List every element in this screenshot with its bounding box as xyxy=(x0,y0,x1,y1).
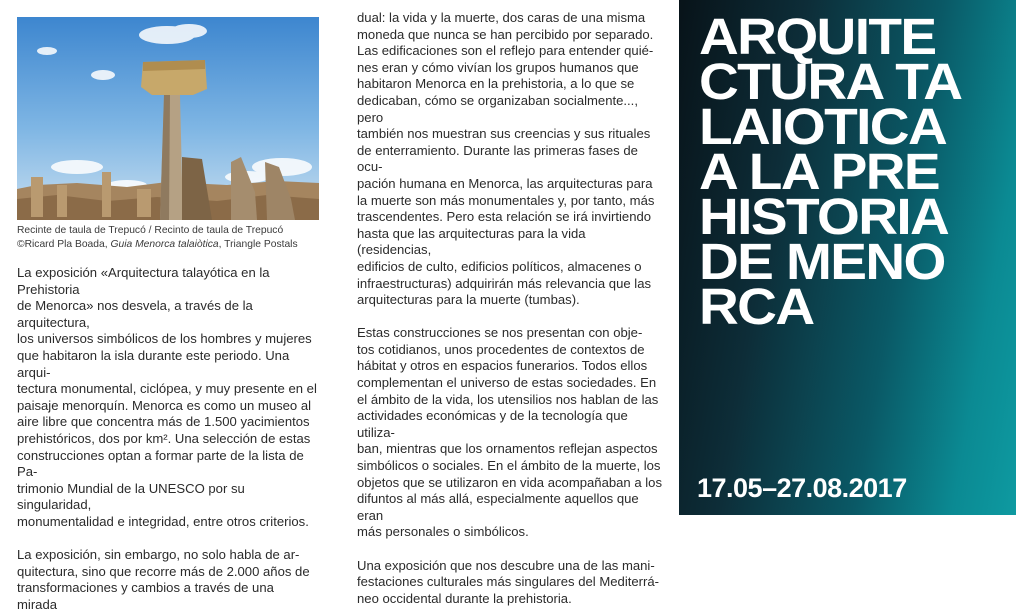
title-panel xyxy=(679,0,1016,515)
exhibition-dates: 17.05–27.08.2017 xyxy=(697,473,907,503)
text-line: moneda que nunca se han percibido por separado. xyxy=(357,26,654,42)
left-paragraph-1 xyxy=(17,265,317,531)
text-line: simbólicos o sociales. En el ámbito de la muerte, los xyxy=(357,458,661,474)
text-line: Estas construcciones se nos presentan con obje- xyxy=(357,325,643,341)
exhibition-title xyxy=(699,8,962,335)
middle-paragraph-2 xyxy=(357,325,662,541)
title-line: RCA xyxy=(699,278,814,335)
title-line: LAIOTICA xyxy=(699,98,947,155)
text-line: habitaron Menorca en la prehistoria, a lo que se xyxy=(357,76,635,92)
caption-line-2 xyxy=(17,238,327,252)
middle-text-column xyxy=(357,10,662,607)
title-line: A LA PRE xyxy=(699,143,940,200)
text-line: trascendentes. Pero esta relación se irá invirtiendo xyxy=(357,209,652,225)
text-line: infraestructuras) adquirirán más relevancia que las xyxy=(357,275,652,291)
text-line: neo occidental durante la prehistoria. xyxy=(357,590,572,606)
text-line: nes eran y cómo vivían los grupos humanos que xyxy=(357,59,639,75)
text-line: festaciones culturales más singulares del Mediterrá- xyxy=(357,574,660,590)
middle-paragraph-1 xyxy=(357,10,662,309)
caption-credit: ©Ricard Pla Boada, xyxy=(17,239,111,250)
text-line: edificios de culto, edificios políticos, almacenes o xyxy=(357,258,642,274)
text-line: ban, mientras que los ornamentos reflejan aspectos xyxy=(357,441,658,457)
text-line: La exposición, sin embargo, no solo habla de ar- xyxy=(17,547,300,563)
title-line: HISTORIA xyxy=(699,188,949,245)
caption-line-1: Recinte de taula de Trepucó / Recinto de taula de Trepucó xyxy=(17,225,284,236)
text-line: objetos que se utilizaron en vida acompañaban a los xyxy=(357,474,662,490)
text-line: complementan el universo de estas sociedades. En xyxy=(357,375,657,391)
text-line: tectura monumental, ciclópea, y muy presente en el xyxy=(17,381,317,397)
text-line: dedicaban, cómo se organizaban socialmente..., pero xyxy=(357,92,638,125)
title-line: DE MENO xyxy=(699,233,945,290)
text-line: el ámbito de la vida, los utensilios nos hablan de las xyxy=(357,391,659,407)
text-line: hasta que las arquitecturas para la vida (residencias, xyxy=(357,225,586,258)
text-line: monumentalidad e integridad, entre otros criterios. xyxy=(17,513,309,529)
text-line: también nos muestran sus creencias y sus rituales xyxy=(357,126,651,142)
text-line: Las edificaciones son el reflejo para entender quié- xyxy=(357,43,654,59)
photo-caption xyxy=(17,224,327,252)
text-line: hábitat y otros en espacios funerarios. Todos ellos xyxy=(357,358,648,374)
text-line: trimonio Mundial de la UNESCO por su singularidad, xyxy=(17,480,245,513)
text-line: tos cotidianos, unos procedentes de contextos de xyxy=(357,341,645,357)
text-line: la muerte son más monumentales y, por tanto, más xyxy=(357,192,655,208)
text-line: aire libre que concentra más de 1.500 yacimientos xyxy=(17,414,310,430)
text-line: transformaciones y cambios a través de una mirada xyxy=(17,580,274,612)
caption-book-title: Guia Menorca talaiòtica xyxy=(110,239,219,250)
text-line: paisaje menorquín. Menorca es como un museo al xyxy=(17,397,312,413)
text-line: dual: la vida y la muerte, dos caras de una misma xyxy=(357,10,646,25)
text-line: actividades económicas y de la tecnología que utiliza- xyxy=(357,408,628,440)
taula-photo-illustration xyxy=(17,17,319,220)
text-line: La exposición «Arquitectura talayótica en la Prehistoria xyxy=(17,265,270,297)
text-line: Una exposición que nos descubre una de las mani- xyxy=(357,557,655,573)
taula-photo xyxy=(17,17,319,220)
title-line: ARQUITE xyxy=(699,8,936,65)
text-line: pación humana en Menorca, las arquitecturas para xyxy=(357,175,653,191)
text-line: construcciones optan a formar parte de la lista de Pa- xyxy=(17,447,304,480)
text-line: que habitaron la isla durante este periodo. Una arqui- xyxy=(17,347,290,380)
caption-publisher: , Triangle Postals xyxy=(218,239,298,250)
text-line: de enterramiento. Durante las primeras fases de ocu- xyxy=(357,142,638,175)
left-paragraph-2 xyxy=(17,547,317,613)
text-line: los universos simbólicos de los hombres y mujeres xyxy=(17,331,312,347)
text-line: prehistóricos, dos por km². Una selección de estas xyxy=(17,430,311,446)
text-line: difuntos al más allá, especialmente aquellos que eran xyxy=(357,491,639,523)
title-line: CTURA TA xyxy=(699,53,962,110)
text-line: quitectura, sino que recorre más de 2.000 años de xyxy=(17,563,310,579)
text-line: de Menorca» nos desvela, a través de la arquitectura, xyxy=(17,298,253,330)
text-line: más personales o simbólicos. xyxy=(357,524,529,540)
text-line: arquitecturas para la muerte (tumbas). xyxy=(357,292,580,308)
left-text-column xyxy=(17,265,317,613)
middle-paragraph-3 xyxy=(357,558,662,608)
